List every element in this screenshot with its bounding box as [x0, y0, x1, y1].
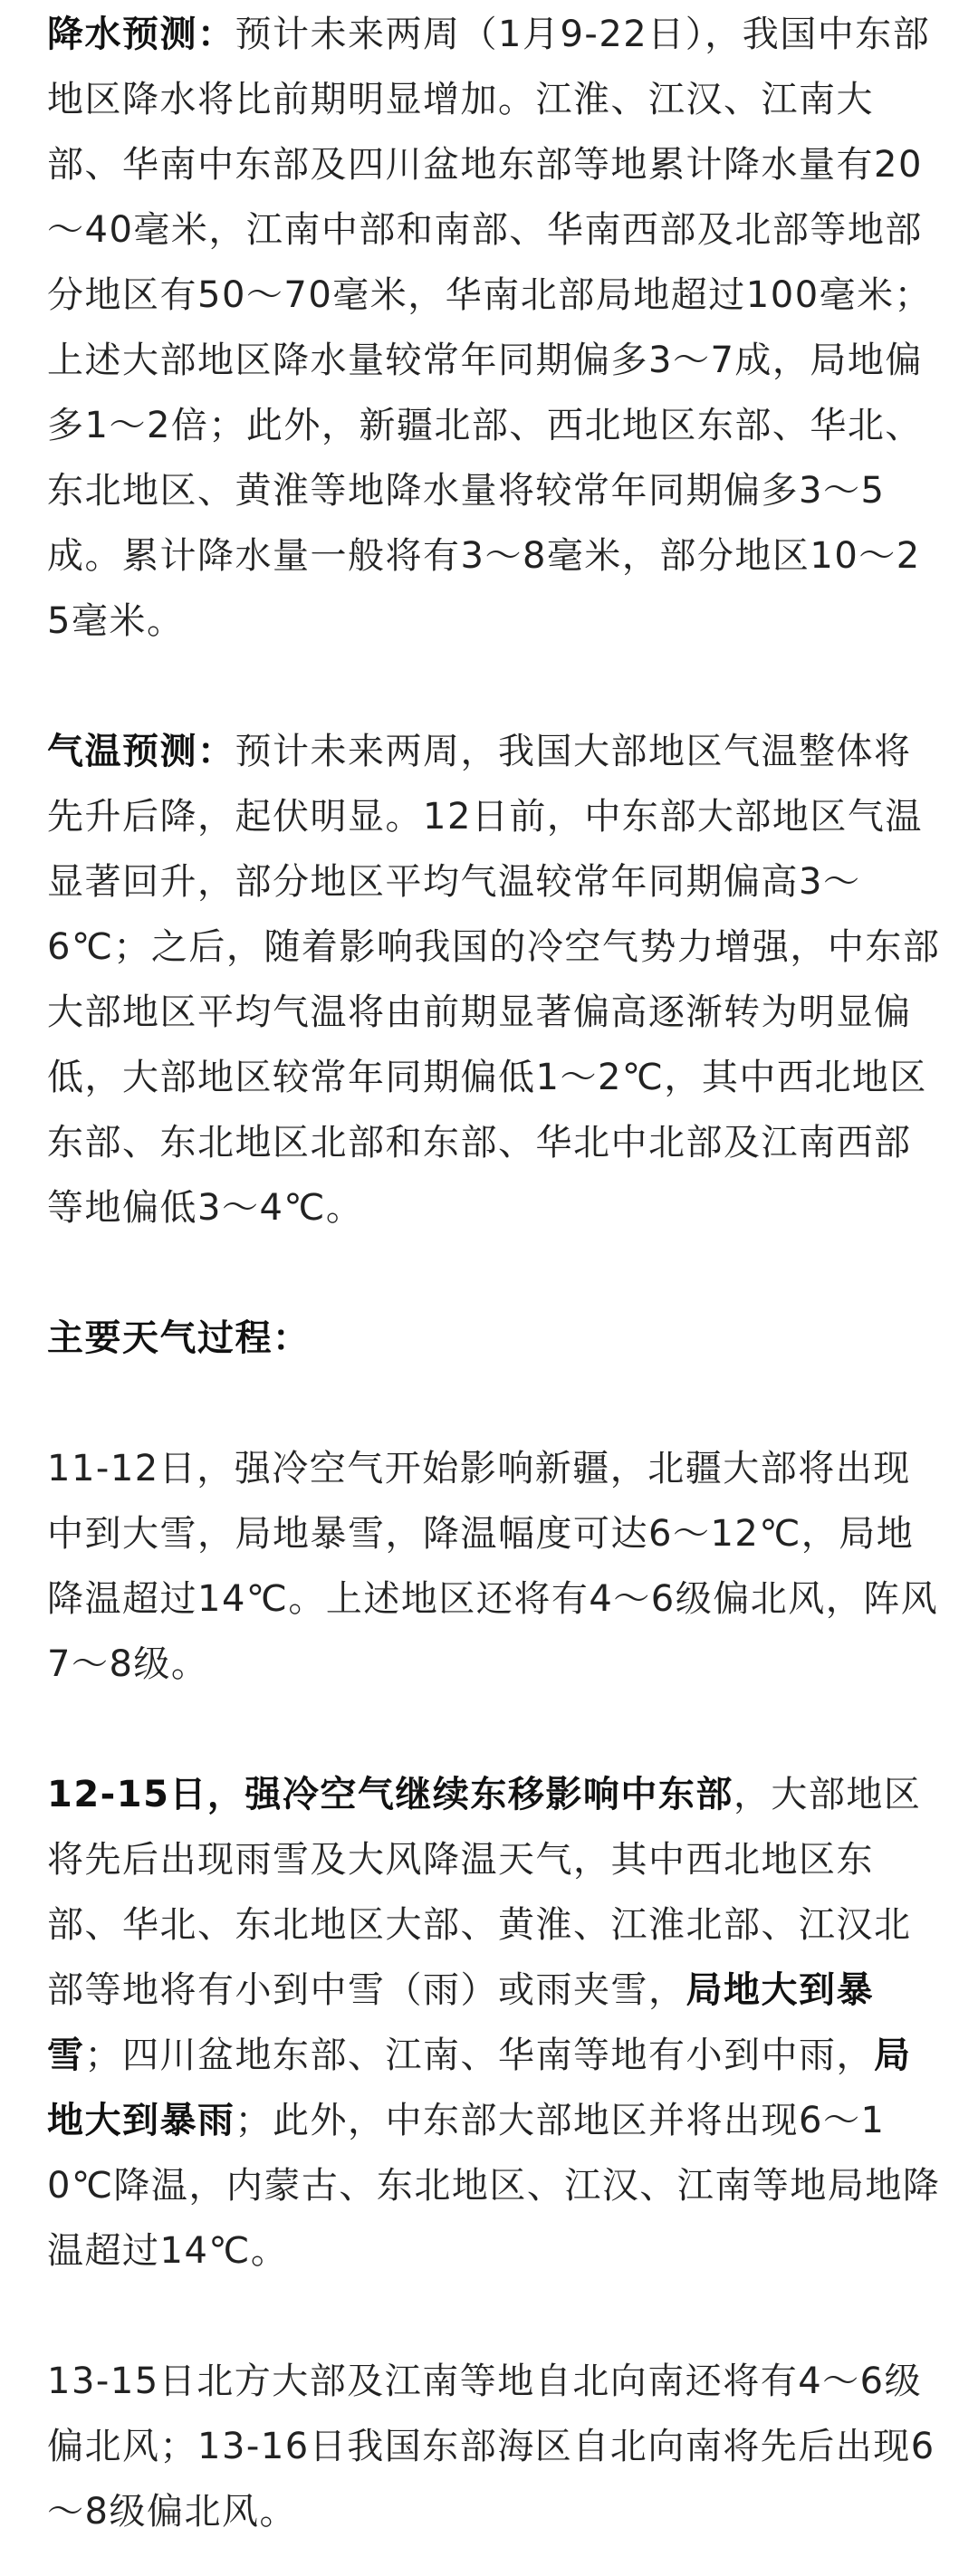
precipitation-forecast-label: 降水预测：	[47, 14, 235, 55]
heavy-snow-bold-text: 局地大到暴雪	[47, 1969, 874, 2076]
heavy-rain-bold-text: 局地大到暴雨	[47, 2035, 912, 2141]
main-weather-process-heading: 主要天气过程：	[47, 1317, 311, 1359]
temperature-forecast-label: 气温预测：	[47, 731, 235, 772]
weather-process-paragraph-3: 13-15日北方大部及江南等地自北向南还将有4～6级偏北风；13-16日我国东部海区自北向南将先后出现6～8级偏北风。	[47, 2361, 935, 2533]
temperature-forecast-text: 预计未来两周，我国大部地区气温整体将先升后降，起伏明显。12日前，中东部大部地区气温显著回升，部分地区平均气温较常年同期偏高3～6℃；之后，随着影响我国的冷空气势力增强，中东部大部地区平均气温将由前期显著偏高逐渐转为明显偏低，大部地区较常年同期偏低1～2℃，其中西北地区东部、东北地区北部和东部、华北中北部及江南西部等地偏低3～4℃。	[47, 731, 941, 1229]
weather-process-2-text-c: ；此外，中东部大部地区并将出现6～10℃降温，内蒙古、东北地区、江汉、江南等地局地降温超过14℃。	[47, 2100, 941, 2272]
temperature-forecast-paragraph	[47, 719, 942, 1240]
weather-process-2-text-b: ；四川盆地东部、江南、华南等地有小到中雨，	[84, 2035, 874, 2076]
weather-process-paragraph-1: 11-12日，强冷空气开始影响新疆，北疆大部将出现中到大雪，局地暴雪，降温幅度可达6～12℃，局地降温超过14℃。上述地区还将有4～6级偏北风，阵风7～8级。	[47, 1448, 939, 1685]
cold-air-eastward-bold-text: 12-15日，强冷空气继续东移影响中东部	[47, 1774, 734, 1815]
weather-process-paragraph-2	[47, 1762, 942, 2284]
precipitation-forecast-paragraph	[47, 0, 942, 654]
weather-process-2-text-a: ，大部地区将先后出现雨雪及大风降温天气，其中西北地区东部、华北、东北地区大部、黄淮、江淮北部、江汉北部等地将有小到中雪（雨）或雨夹雪，	[47, 1774, 922, 2011]
precipitation-forecast-text: 预计未来两周（1月9-22日），我国中东部地区降水将比前期明显增加。江淮、江汉、江南大部、华南中东部及四川盆地东部等地累计降水量有20～40毫米，江南中部和南部、华南西部及北部等地部分地区有50～70毫米，华南北部局地超过100毫米；上述大部地区降水量较常年同期偏多3～7成，局地偏多1～2倍；此外，新疆北部、西北地区东部、华北、东北地区、黄淮等地降水量将较常年同期偏多3～5成。累计降水量一般将有3～8毫米，部分地区10～25毫米。	[47, 14, 933, 642]
